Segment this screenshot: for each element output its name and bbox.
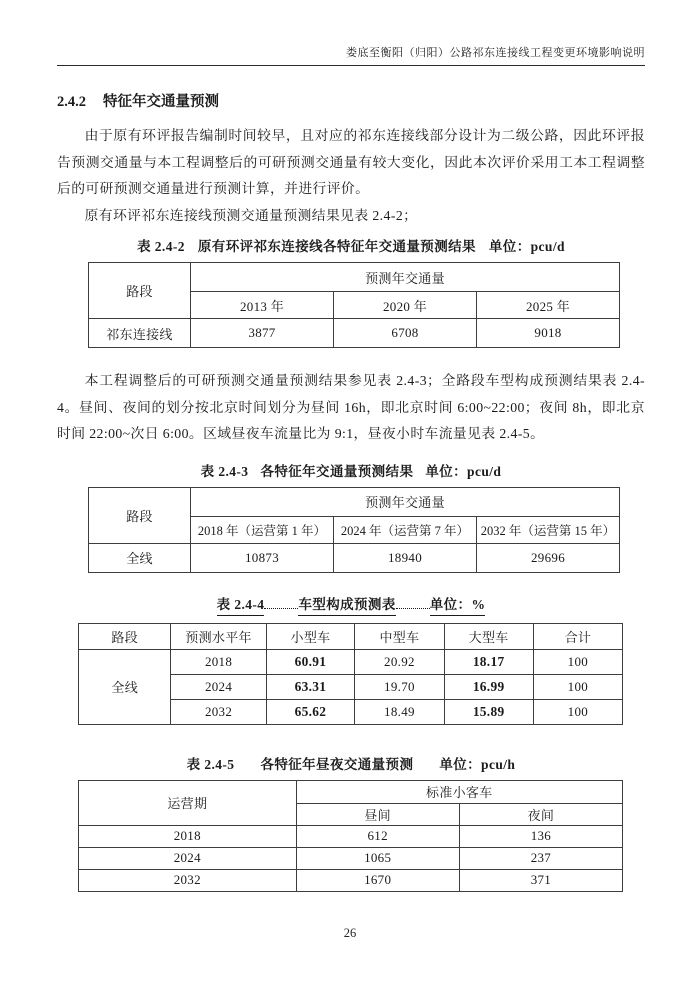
table-245-caption — [57, 753, 645, 773]
table-245-value: 1670 — [296, 869, 459, 891]
paragraph-3: 本工程调整后的可研预测交通量预测结果参见表 2.4-3；全路段车型构成预测结果表 2.4-4。昼间、夜间的划分按北京时间划分为昼间 16h，即北京时间 6:00~22:00；夜间 8h，即北京时间 22:00~次日 6:00。区域昼夜车流量比为 9:1，昼夜小时车流量见表 2.4-5。 — [57, 373, 645, 441]
table-243-stub-header: 路段 — [89, 487, 191, 543]
table-242-value: 6708 — [334, 319, 477, 348]
table-243-caption-unit: 单位：pcu/d — [425, 463, 502, 479]
section-title: 特征年交通量预测 — [103, 94, 219, 110]
table-242-year-header: 2025 年 — [477, 292, 620, 319]
table-244-value: 15.89 — [444, 699, 533, 724]
table-244-value: 16.99 — [444, 674, 533, 699]
paragraph-2: 原有环评祁东连接线预测交通量预测结果见表 2.4-2； — [84, 207, 418, 223]
table-row — [89, 319, 620, 348]
caption-underline-gap — [264, 594, 298, 609]
paragraph-1: 由于原有环评报告编制时间较早，且对应的祁东连接线部分设计为二级公路，因此环评报告预测交通量与本工程调整后的可研预测交通量有较大变化，因此本次评价采用工本工程调整后的可研预测交通量进行预测计算，并进行评价。 — [57, 128, 645, 196]
table-244-value: 2032 — [171, 699, 266, 724]
table-row — [79, 869, 623, 891]
table-242-caption-title: 原有环评祁东连接线各特征年交通量预测结果 — [197, 239, 476, 254]
table-245-value: 1065 — [296, 847, 459, 869]
table-244-value: 2018 — [171, 649, 266, 674]
table-244-header: 中型车 — [355, 623, 444, 649]
table-243-caption — [57, 460, 645, 480]
table-242-year-header: 2013 年 — [191, 292, 334, 319]
table-row — [89, 543, 620, 572]
table-row — [79, 847, 623, 869]
table-244-value: 19.70 — [355, 674, 444, 699]
table-244-caption-label: 表 2.4-4 — [217, 593, 265, 616]
table-243-value: 18940 — [334, 543, 477, 572]
table-245-value: 136 — [459, 825, 622, 847]
table-242-value: 9018 — [477, 319, 620, 348]
table-245-caption-title: 各特征年昼夜交通量预测 — [260, 756, 414, 772]
table-243-value: 29696 — [477, 543, 620, 572]
table-245 — [78, 780, 623, 892]
table-242-stub-header: 路段 — [89, 263, 191, 319]
table-243-value: 10873 — [191, 543, 334, 572]
table-243-year-header: 2018 年（运营第 1 年） — [191, 516, 334, 543]
caption-underline-gap — [396, 594, 430, 609]
table-242 — [88, 262, 620, 348]
table-244-header: 大型车 — [444, 623, 533, 649]
table-244-value: 20.92 — [355, 649, 444, 674]
table-245-year: 2024 — [79, 847, 297, 869]
table-244-value: 18.17 — [444, 649, 533, 674]
table-243 — [88, 487, 620, 573]
table-244-value: 2024 — [171, 674, 266, 699]
table-242-group-header: 预测年交通量 — [191, 263, 620, 292]
table-244-value: 18.49 — [355, 699, 444, 724]
table-244-value: 100 — [533, 674, 622, 699]
table-244-value: 100 — [533, 649, 622, 674]
table-245-year: 2018 — [79, 825, 297, 847]
table-243-group-header: 预测年交通量 — [191, 487, 620, 516]
table-242-row-label: 祁东连接线 — [89, 319, 191, 348]
section-heading — [57, 90, 645, 111]
table-244 — [78, 623, 623, 725]
table-244-value: 65.62 — [266, 699, 355, 724]
table-245-value: 371 — [459, 869, 622, 891]
table-244-stub: 全线 — [79, 649, 171, 724]
table-244-header: 小型车 — [266, 623, 355, 649]
table-243-row-label: 全线 — [89, 543, 191, 572]
table-244-caption-title: 车型构成预测表 — [298, 593, 395, 616]
table-245-value: 237 — [459, 847, 622, 869]
table-243-year-header: 2024 年（运营第 7 年） — [334, 516, 477, 543]
table-244-header: 路段 — [79, 623, 171, 649]
table-244-header: 合计 — [533, 623, 622, 649]
table-245-caption-unit: 单位：pcu/h — [439, 756, 516, 772]
table-244-value: 60.91 — [266, 649, 355, 674]
table-245-sub-header: 夜间 — [459, 803, 622, 825]
table-244-value: 100 — [533, 699, 622, 724]
table-242-year-header: 2020 年 — [334, 292, 477, 319]
table-245-group-header: 标准小客车 — [296, 780, 622, 803]
table-row — [79, 825, 623, 847]
table-243-caption-label: 表 2.4-3 — [200, 463, 249, 479]
table-245-value: 612 — [296, 825, 459, 847]
section-number: 2.4.2 — [57, 94, 86, 110]
table-242-caption-unit: 单位：pcu/d — [488, 239, 565, 254]
table-244-header: 预测水平年 — [171, 623, 266, 649]
table-242-value: 3877 — [191, 319, 334, 348]
table-242-caption — [57, 235, 645, 255]
page-header-title: 娄底至衡阳（归阳）公路祁东连接线工程变更环境影响说明 — [57, 44, 645, 66]
page-number: 26 — [343, 926, 357, 940]
table-245-sub-header: 昼间 — [296, 803, 459, 825]
table-row — [79, 649, 623, 674]
table-243-caption-title: 各特征年交通量预测结果 — [260, 463, 414, 479]
table-244-caption-unit: 单位：% — [430, 593, 486, 616]
table-245-stub-header: 运营期 — [79, 780, 297, 825]
table-245-caption-label: 表 2.4-5 — [186, 756, 235, 772]
table-242-caption-label: 表 2.4-2 — [137, 239, 185, 254]
table-245-year: 2032 — [79, 869, 297, 891]
table-244-value: 63.31 — [266, 674, 355, 699]
table-244-caption — [57, 593, 645, 616]
table-243-year-header: 2032 年（运营第 15 年） — [477, 516, 620, 543]
